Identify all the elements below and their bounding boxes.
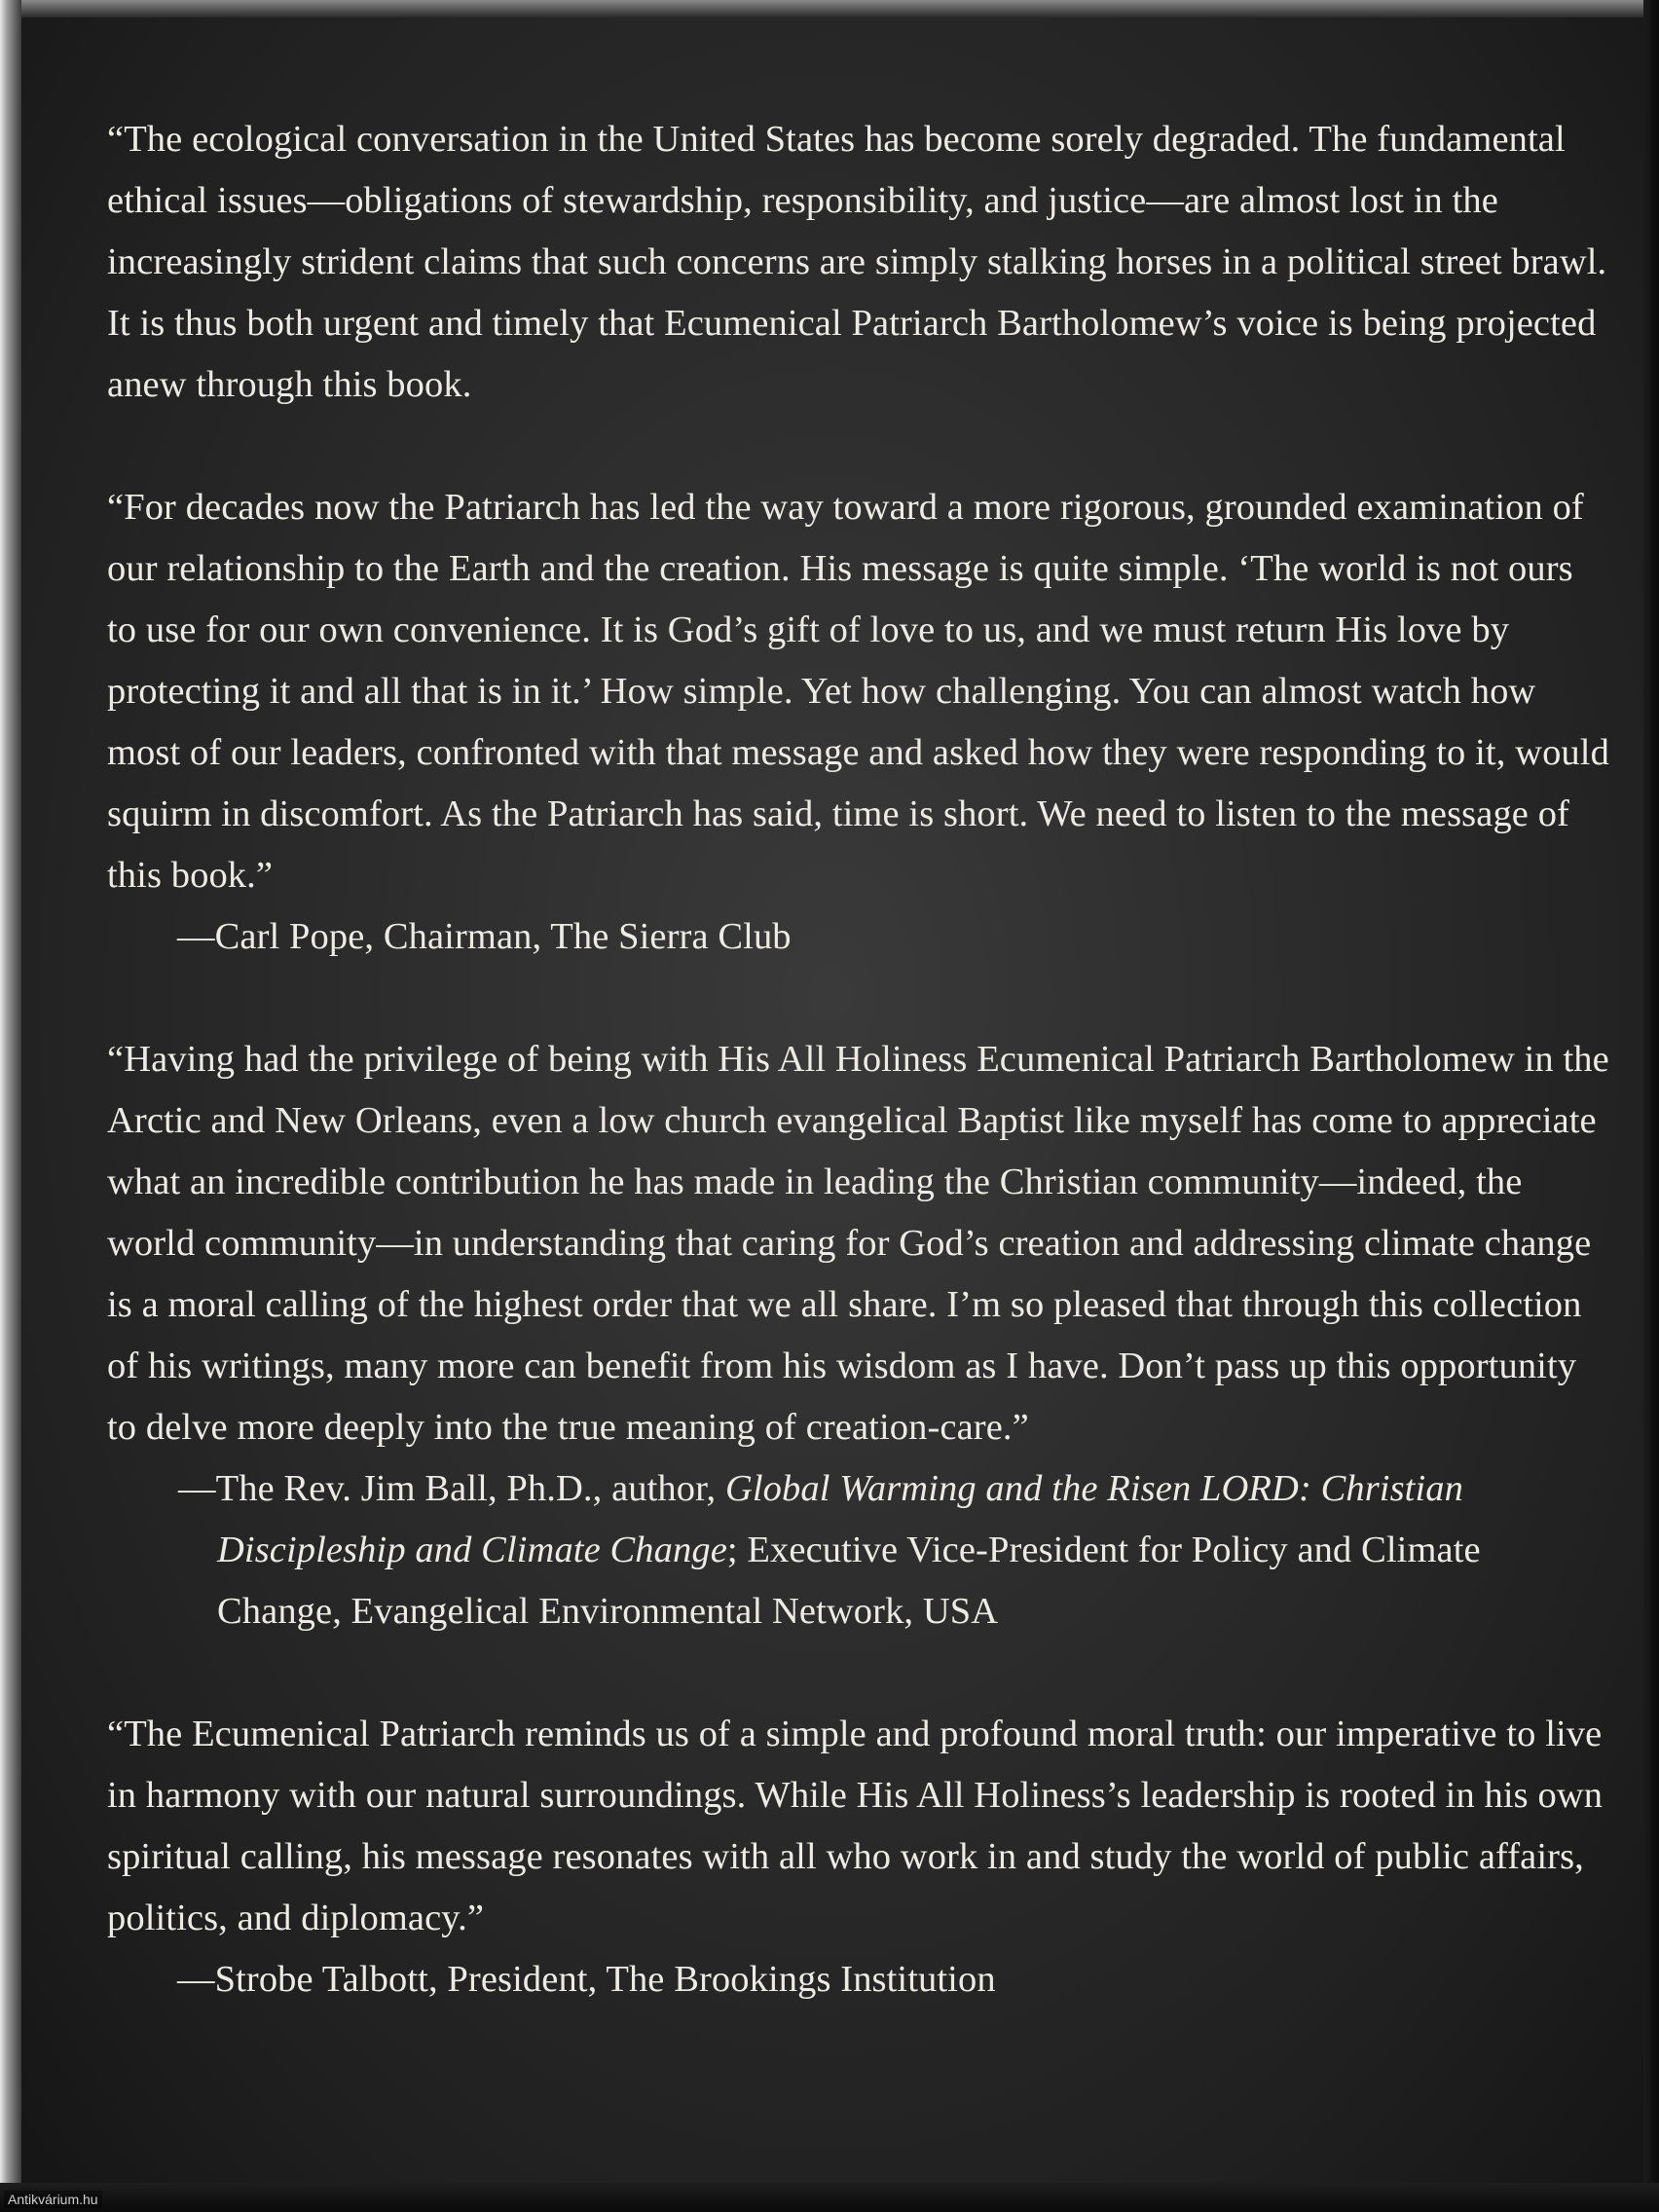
cover-left-edge — [0, 0, 21, 2212]
cover-bottom-edge — [0, 2183, 1659, 2212]
blurb-text: “Having had the privilege of being with His All Holiness Ecumenical Patriarch Bartholomew in the Arctic and New Orleans, even a low church evangelical Baptist like myself has come to appreciate what an incredible contribution he has made in leading the Christian community—indeed, the world community—in understanding that caring for God’s creation and addressing climate change is a moral calling of the highest order that we all share. I’m so pleased that through this collection of his writings, many more can benefit from his wisdom as I have. Don’t pass up this opportunity to delve more deeply into the true meaning of creation-care.” — [107, 1039, 1609, 1448]
cover-top-edge — [0, 0, 1659, 18]
blurb-attribution: —Strobe Talbott, President, The Brookings Institution — [177, 1959, 996, 2000]
blurb-attribution: —Carl Pope, Chairman, The Sierra Club — [177, 916, 792, 957]
blurb-text: “The ecological conversation in the United States has become sorely degraded. The fundamental ethical issues—obligations of stewardship, responsibility, and justice—are almost lost in the increasingly strident claims that such concerns are simply stalking horses in a political street brawl. It is thus both urgent and timely that Ecumenical Patriarch Bartholomew’s voice is being projected anew through this book. — [107, 119, 1607, 405]
blurb-talbott — [107, 1704, 1611, 2010]
book-title: Global Warming and the Risen LORD: Christian Discipleship and Climate Change — [217, 1468, 1463, 1570]
attribution-prefix: —The Rev. Jim Ball, Ph.D., author, — [178, 1468, 725, 1509]
blurb-text: “The Ecumenical Patriarch reminds us of a simple and profound moral truth: our imperative to live in harmony with our natural surroundings. While His All Holiness’s leadership is rooted in his own spiritual calling, his message resonates with all who work in and study the world of public affairs, politics, and diplomacy.” — [107, 1714, 1604, 1938]
blurb-pope-part2 — [107, 477, 1611, 968]
blurb-ball — [107, 1029, 1611, 1642]
blurb-attribution — [107, 1458, 1611, 1642]
blurb-pope-part1 — [107, 109, 1611, 416]
watermark: Antikvárium.hu — [4, 2191, 102, 2208]
blurb-text: “For decades now the Patriarch has led the way toward a more rigorous, grounded examination of our relationship to the Earth and the creation. His message is quite simple. ‘The world is not ours to use for our own convenience. It is God’s gift of love to us, and we must return His love by protecting it and all that is in it.’ How simple. Yet how challenging. You can almost watch how most of our leaders, confronted with that message and asked how they were responding to it, would squirm in discomfort. As the Patriarch has said, time is short. We need to listen to the message of this book.” — [107, 487, 1609, 896]
cover-right-edge — [1643, 0, 1659, 2212]
attribution-suffix: ; Executive Vice-President for Policy and Climate Change, Evangelical Environmental Network, USA — [217, 1530, 1481, 1632]
endorsements — [107, 109, 1611, 2072]
